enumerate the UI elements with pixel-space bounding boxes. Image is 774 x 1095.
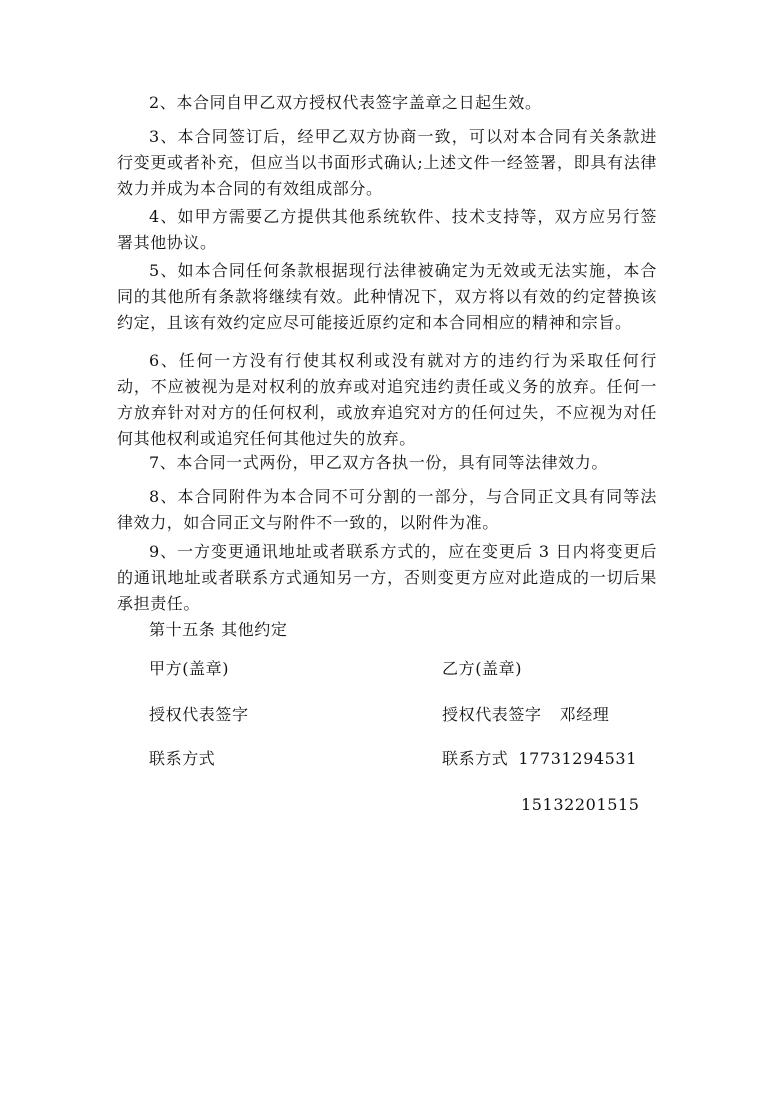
clause-5: 5、如本合同任何条款根据现行法律被确定为无效或无法实施，本合同的其他所有条款将继续有效。此种情况下，双方将以有效的约定替换该约定，且该有效约定应尽可能接近原约定和本合同相应的精神和宗旨。 bbox=[117, 261, 657, 332]
clause-4: 4、如甲方需要乙方提供其他系统软件、技术支持等，双方应另行签署其他协议。 bbox=[117, 207, 657, 252]
party-a-seal-label: 甲方(盖章) bbox=[149, 659, 230, 678]
clause-2: 2、本合同自甲乙双方授权代表签字盖章之日起生效。 bbox=[149, 93, 542, 112]
party-b-phone-2: 15132201515 bbox=[521, 795, 640, 814]
clause-9: 9、一方变更通讯地址或者联系方式的，应在变更后 3 日内将变更后的通讯地址或者联系方式通知另一方，否则变更方应对此造成的一切后果承担责任。 bbox=[117, 542, 657, 613]
clause-8: 8、本合同附件为本合同不可分割的一部分，与合同正文具有同等法律效力，如合同正文与附件不一致的，以附件为准。 bbox=[117, 487, 657, 532]
clause-3: 3、本合同签订后，经甲乙双方协商一致，可以对本合同有关条款进行变更或者补充，但应当以书面形式确认;上述文件一经签署，即具有法律效力并成为本合同的有效组成部分。 bbox=[117, 127, 657, 198]
party-b-contact-line bbox=[442, 746, 637, 772]
clause-6: 6、任何一方没有行使其权利或没有就对方的违约行为采取任何行动，不应被视为是对权利的放弃或对追究违约责任或义务的放弃。任何一方放弃针对对方的任何权利，或放弃追究对方的任何过失，不应视为对任何其他权利或追究任何其他过失的放弃。 bbox=[117, 351, 657, 448]
party-b-phone-1: 17731294531 bbox=[518, 749, 637, 768]
party-a-rep-label: 授权代表签字 bbox=[149, 705, 249, 724]
party-b-seal-label: 乙方(盖章) bbox=[442, 659, 523, 678]
party-b-contact-label: 联系方式 bbox=[442, 749, 509, 768]
clause-7: 7、本合同一式两份，甲乙双方各执一份，具有同等法律效力。 bbox=[149, 453, 608, 472]
party-a-contact-label: 联系方式 bbox=[149, 749, 216, 768]
party-b-rep-label: 授权代表签字 bbox=[442, 705, 542, 724]
party-b-rep-line bbox=[442, 702, 609, 728]
section-heading: 第十五条 其他约定 bbox=[149, 620, 288, 639]
party-b-rep-name: 邓经理 bbox=[559, 705, 610, 724]
